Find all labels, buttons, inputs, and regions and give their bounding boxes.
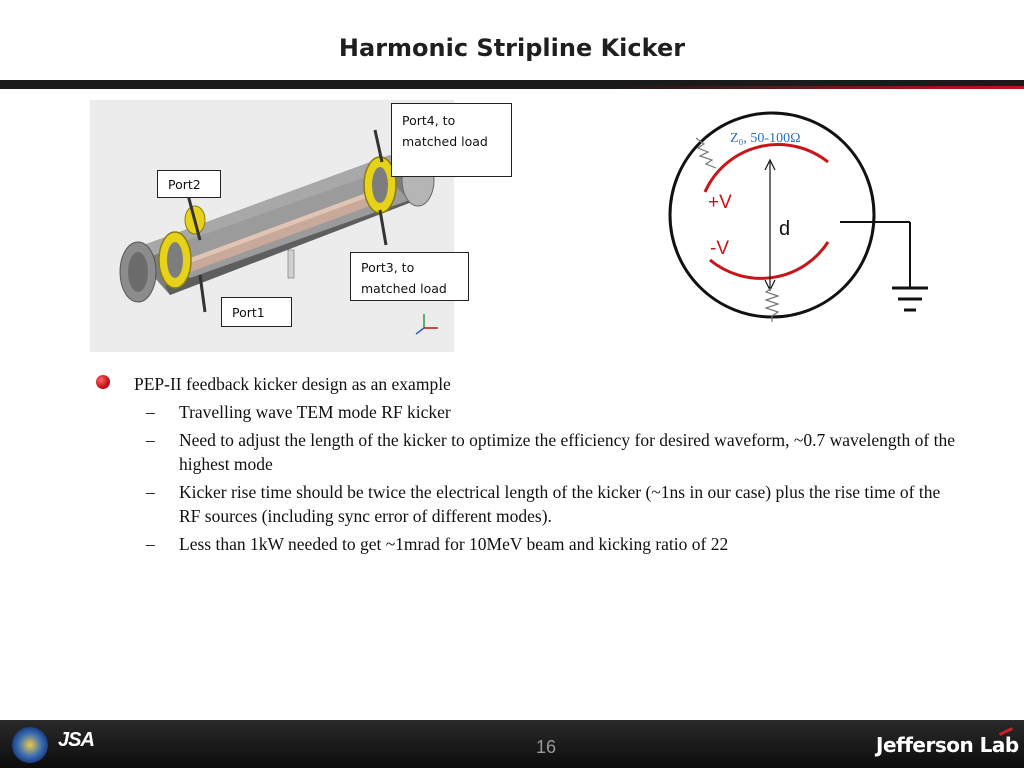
gap-label: d xyxy=(779,218,791,240)
jefferson-lab-logo: Jefferson Lab xyxy=(876,733,1019,757)
callout-port2 xyxy=(157,170,221,198)
dash-bullet-icon: – xyxy=(146,402,155,422)
dash-bullet-icon: – xyxy=(146,534,155,554)
minus-v-label: -V xyxy=(710,238,729,259)
callout-port4 xyxy=(391,103,512,177)
dash-bullet-icon: – xyxy=(146,430,155,450)
callout-port4-text: Port4, to matched load xyxy=(402,113,488,149)
footer-bar xyxy=(0,720,1024,768)
sub-bullet xyxy=(96,480,956,528)
callout-port1-text: Port1 xyxy=(232,305,265,320)
sub-bullet-text: Kicker rise time should be twice the electrical length of the kicker (~1ns in our case) plus the rise time of the RF sources (including sync error of different modes). xyxy=(179,482,941,526)
callout-port2-text: Port2 xyxy=(168,177,201,192)
main-bullet-text: PEP-II feedback kicker design as an example xyxy=(134,374,451,394)
page-title: Harmonic Stripline Kicker xyxy=(338,34,686,62)
bullet-list xyxy=(96,372,956,556)
callout-port1 xyxy=(221,297,292,327)
main-bullet xyxy=(96,372,956,396)
sub-bullet-text: Travelling wave TEM mode RF kicker xyxy=(179,402,451,422)
callout-port3 xyxy=(350,252,469,301)
sub-bullet-text: Less than 1kW needed to get ~1mrad for 10MeV beam and kicking ratio of 22 xyxy=(179,534,729,554)
sub-bullet xyxy=(96,532,956,556)
dash-bullet-icon: – xyxy=(146,482,155,502)
sub-bullet xyxy=(96,400,956,424)
page-number: 16 xyxy=(536,737,557,757)
callout-port3-text: Port3, to matched load xyxy=(361,260,447,296)
sub-bullet xyxy=(96,428,956,476)
impedance-label: Z₀, 50-100Ω xyxy=(730,131,801,146)
sub-bullet-text: Need to adjust the length of the kicker to optimize the efficiency for desired waveform, ~0.7 wavelength of the highest mode xyxy=(179,430,955,474)
jsa-logo: JSA xyxy=(58,729,94,751)
plus-v-label: +V xyxy=(708,192,732,213)
doe-seal-logo-icon xyxy=(12,727,48,763)
title-divider-accent xyxy=(0,86,1024,89)
stripline-cross-section-diagram xyxy=(660,110,940,330)
title-bar xyxy=(0,0,1024,80)
red-bullet-icon xyxy=(96,375,110,389)
